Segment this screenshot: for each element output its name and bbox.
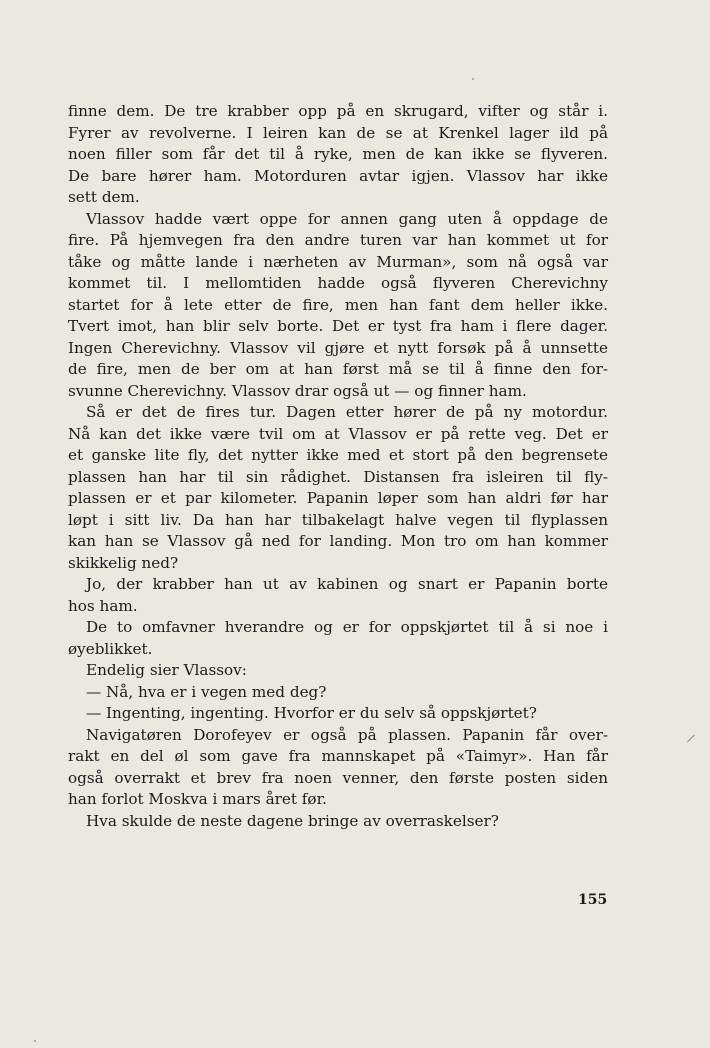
text-line: Vlassov hadde vært oppe for annen gang uten å oppdage de	[86, 209, 608, 228]
text-line: kan han se Vlassov gå ned for landing. Mon tro om han kommer	[68, 532, 608, 550]
text-line: startet for å lete etter de fire, men han fant dem heller ikke.	[68, 295, 608, 314]
text-line: de fire, men de ber om at han først må se til å finne den for-	[68, 360, 608, 378]
pencil-mark	[687, 735, 695, 743]
text-line: — Ingenting, ingenting. Hvorfor er du selv så oppskjørtet?	[86, 704, 537, 722]
paragraph	[68, 725, 608, 811]
text-line: løpt i sitt liv. Da han har tilbakelagt halve vegen til flyplassen	[68, 510, 608, 529]
paragraph	[68, 101, 608, 209]
body-text	[68, 101, 608, 832]
text-line: De to omfavner hverandre og er for oppskjørtet til å si noe i	[86, 618, 608, 636]
text-line: han forlot Moskva i mars året før.	[68, 790, 327, 808]
text-line: Nå kan det ikke være tvil om at Vlassov er på rette veg. Det er	[68, 424, 608, 443]
text-line: noen filler som får det til å ryke, men de kan ikke se flyveren.	[68, 145, 608, 163]
text-line: tåke og måtte lande i nærheten av Murman», som nå også var	[68, 252, 608, 271]
paragraph	[68, 703, 608, 725]
text-line: Tvert imot, han blir selv borte. Det er tyst fra ham i flere dager.	[68, 317, 608, 335]
paragraph	[68, 402, 608, 574]
text-line: Ingen Cherevichny. Vlassov vil gjøre et nytt forsøk på å unnsette	[68, 338, 608, 357]
speck-mark	[472, 78, 474, 80]
text-line: Fyrer av revolverne. I leiren kan de se at Krenkel lager ild på	[68, 123, 608, 142]
paragraph	[68, 209, 608, 403]
paragraph	[68, 617, 608, 660]
text-line: et ganske lite fly, det nytter ikke med et stort på den begrensete	[68, 446, 608, 464]
text-line: svunne Cherevichny. Vlassov drar også ut — og finner ham.	[68, 381, 527, 400]
text-line: — Nå, hva er i vegen med deg?	[86, 682, 327, 701]
paragraph	[68, 660, 608, 682]
text-line: sett dem.	[68, 188, 140, 206]
text-line: skikkelig ned?	[68, 553, 179, 572]
text-line: øyeblikket.	[68, 639, 153, 658]
text-line: hos ham.	[68, 596, 138, 615]
text-line: plassen er et par kilometer. Papanin løper som han aldri før har	[68, 489, 608, 507]
text-line: finne dem. De tre krabber opp på en skrugard, vifter og står i.	[68, 102, 608, 120]
paragraph	[68, 682, 608, 704]
text-line: Endelig sier Vlassov:	[86, 661, 247, 679]
text-line: Navigatøren Dorofeyev er også på plassen. Papanin får over-	[86, 725, 608, 744]
page-number: 155	[578, 892, 608, 908]
text-line: fire. På hjemvegen fra den andre turen var han kommet ut for	[68, 231, 608, 249]
text-line: også overrakt et brev fra noen venner, den første posten siden	[68, 768, 608, 787]
text-line: plassen han har til sin rådighet. Distansen fra isleiren til fly-	[68, 467, 608, 486]
paragraph	[68, 574, 608, 617]
text-line: Hva skulde de neste dagene bringe av overraskelser?	[86, 811, 499, 830]
speck-mark	[34, 1040, 36, 1042]
text-line: Jo, der krabber han ut av kabinen og snart er Papanin borte	[86, 575, 608, 593]
text-line: rakt en del øl som gave fra mannskapet på «Taimyr». Han får	[68, 747, 608, 765]
text-line: De bare hører ham. Motorduren avtar igjen. Vlassov har ikke	[68, 166, 608, 185]
text-line: Så er det de fires tur. Dagen etter hører de på ny motordur.	[86, 403, 608, 421]
text-line: kommet til. I mellomtiden hadde også flyveren Cherevichny	[68, 274, 608, 292]
paragraph	[68, 811, 608, 833]
